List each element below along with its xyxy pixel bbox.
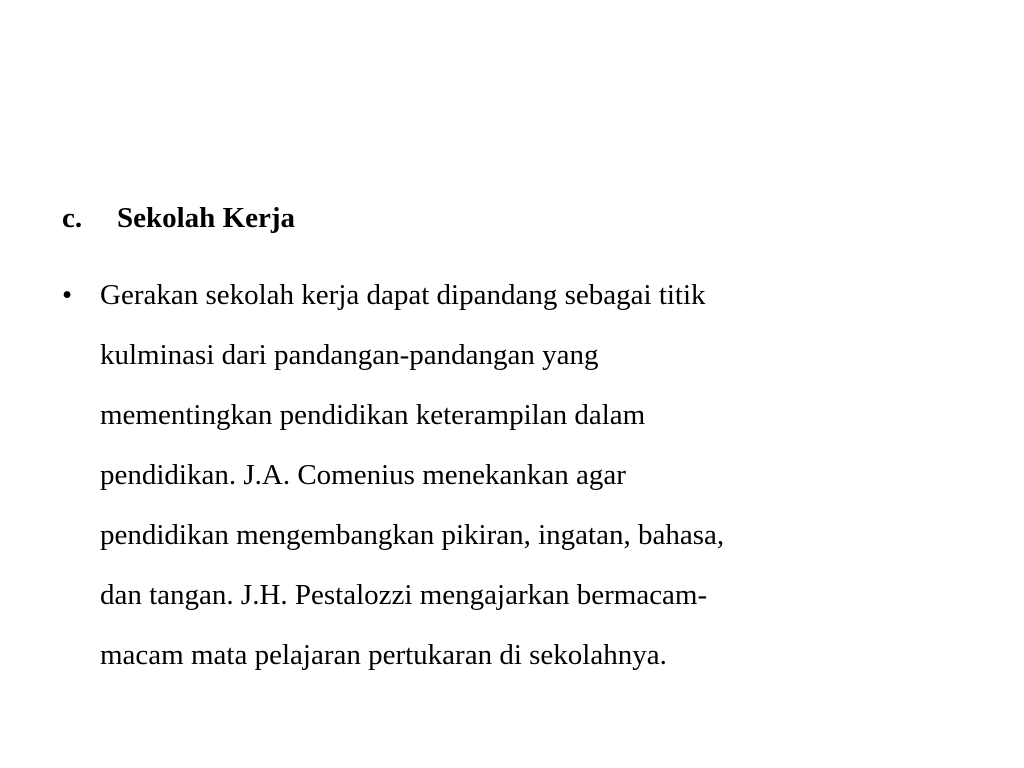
paragraph-line: dan tangan. J.H. Pestalozzi mengajarkan bermacam- [100,579,708,611]
paragraph-line: mementingkan pendidikan keterampilan dalam [100,399,646,431]
paragraph-line: kulminasi dari pandangan-pandangan yang [100,339,599,371]
paragraph-line: pendidikan. J.A. Comenius menekankan agar [100,459,626,491]
bullet-icon: • [62,279,73,311]
heading-list-marker: c. [62,202,83,234]
bullet-paragraph [100,265,724,685]
section-heading [62,198,295,238]
paragraph-line: macam mata pelajaran pertukaran di sekolahnya. [100,639,667,671]
paragraph-line: pendidikan mengembangkan pikiran, ingatan, bahasa, [100,519,725,551]
heading-title: Sekolah Kerja [117,202,296,234]
paragraph-line: Gerakan sekolah kerja dapat dipandang sebagai titik [100,279,706,311]
